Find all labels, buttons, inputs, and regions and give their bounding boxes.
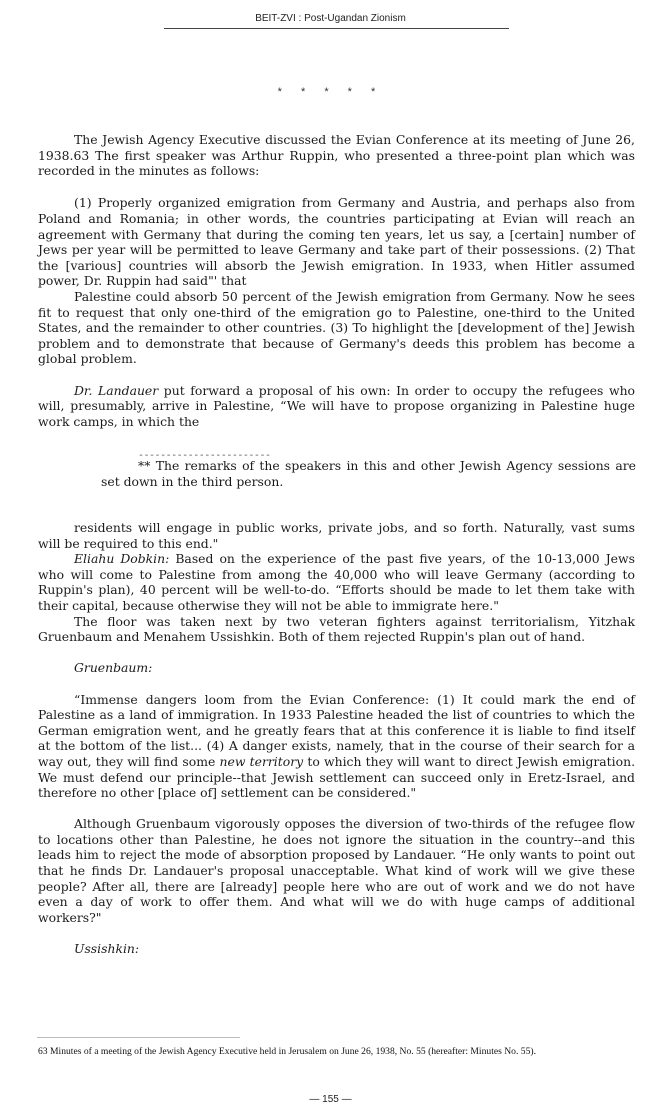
- speaker-gruenbaum: Gruenbaum:: [74, 660, 153, 676]
- spacer: [38, 676, 635, 692]
- paragraph-ruppin-plan-cont: Palestine could absorb 50 percent of the Jewish emigration from Germany. Now he sees fit to request that only one-third of the emigration go to Palestine, one-third to the United States, and the remainder to other countries. (3) To highlight the [development of the] Jewish problem and to demonstrate that because of Germany's deeds this problem has become a global problem.: [38, 288, 635, 367]
- translator-note: [101, 458, 636, 489]
- paragraph-floor: The floor was taken next by two veteran fighters against territorialism, Yitzhak Gruenbaum and Menahem Ussishkin. Both of them rejected Ruppin's plan out of hand.: [38, 613, 635, 645]
- footnote-63: 63 Minutes of a meeting of the Jewish Agency Executive held in Jerusalem on June 26, 1938, No. 55 (hereafter: Minutes No. 55).: [38, 1046, 536, 1057]
- page-number: — 155 —: [309, 1094, 352, 1105]
- speaker-landauer: Dr. Landauer: [74, 382, 159, 398]
- new-territory-emphasis: new territory: [219, 753, 304, 769]
- spacer: [38, 367, 635, 383]
- spacer: [38, 179, 635, 195]
- body-block-1: [38, 132, 635, 429]
- speaker-dobkin: Eliahu Dobkin:: [74, 551, 170, 567]
- header-rule: [164, 28, 509, 29]
- dobkin-text: Based on the experience of the past five years, of the 10-13,000 Jews who will come to Palestine from among the 40,000 who will leave Germany (according to Ruppin's plan), 40 percent will be well-to-do. “Efforts should be made to let them take with their capital, because otherwise they will not be able to immigrate here.": [38, 551, 635, 613]
- paragraph-intro: The Jewish Agency Executive discussed the Evian Conference at its meeting of June 26, 1938.63 The first speaker was Arthur Ruppin, who presented a three-point plan which was recorded in the minutes as follows:: [38, 132, 635, 179]
- paragraph-ruppin-plan: (1) Properly organized emigration from Germany and Austria, and perhaps also from Poland and Romania; in other words, the countries participating at Evian will reach an agreement with Germany that during the coming ten years, let us say, a [certain] number of Jews per year will be permitted to leave Germany and take part of their possessions. (2) That the [various] countries will absorb the Jewish emigration. In 1933, when Hitler assumed power, Dr. Ruppin had said"' that: [38, 195, 635, 289]
- paragraph-gruenbaum-quote: [38, 692, 635, 801]
- landauer-text: put forward a proposal of his own: In order to occupy the refugees who will, presumably, arrive in Palestine, “We will have to propose organizing in Palestine huge work camps, in which the: [38, 382, 636, 429]
- speaker-ussishkin: Ussishkin:: [74, 941, 140, 957]
- spacer: [38, 925, 635, 941]
- running-head: BEIT-ZVI : Post-Ugandan Zionism: [255, 13, 406, 24]
- spacer: [38, 645, 635, 661]
- footnote-rule: [37, 1037, 240, 1038]
- paragraph-dobkin: [38, 551, 635, 613]
- body-block-2: [38, 520, 635, 957]
- section-break: * * * * *: [277, 86, 384, 98]
- translator-note-rule: ------------------------: [138, 450, 271, 461]
- gruenbaum-quote-a: “Immense dangers loom from the Evian Conference: (1) It could mark the end of Palestine as a land of immigration. In 1933 Palestine headed the list of countries to which the German emigration went, and he greatly fears that at this conference it is liable to find itself at the bottom of the list... (4) A danger exists, namely, that in the course of their search for a way out, they will find some: [38, 691, 635, 769]
- paragraph-gruenbaum-opposes: Although Gruenbaum vigorously opposes the diversion of two-thirds of the refugee flow to locations other than Palestine, he does not ignore the situation in the country--and this leads him to reject the mode of absorption proposed by Landauer. “He only wants to point out that he finds Dr. Landauer's proposal unacceptable. What kind of work will we give these people? After all, there are [already] people here who are out of work and we do not have even a day of work to offer them. And what will we do with huge camps of additional workers?": [38, 816, 635, 925]
- translator-note-text: ** The remarks of the speakers in this and other Jewish Agency sessions are set down in the third person.: [101, 458, 636, 489]
- spacer: [38, 801, 635, 817]
- gruenbaum-quote-b: to which they will want to direct Jewish emigration. We must defend our principle--that Jewish settlement can succeed only in Eretz-Israel, and therefore no other [place of] settlement can be considered.": [38, 753, 636, 801]
- paragraph-landauer-cont: residents will engage in public works, private jobs, and so forth. Naturally, vast sums will be required to this end.": [38, 520, 635, 551]
- paragraph-landauer: [38, 383, 635, 430]
